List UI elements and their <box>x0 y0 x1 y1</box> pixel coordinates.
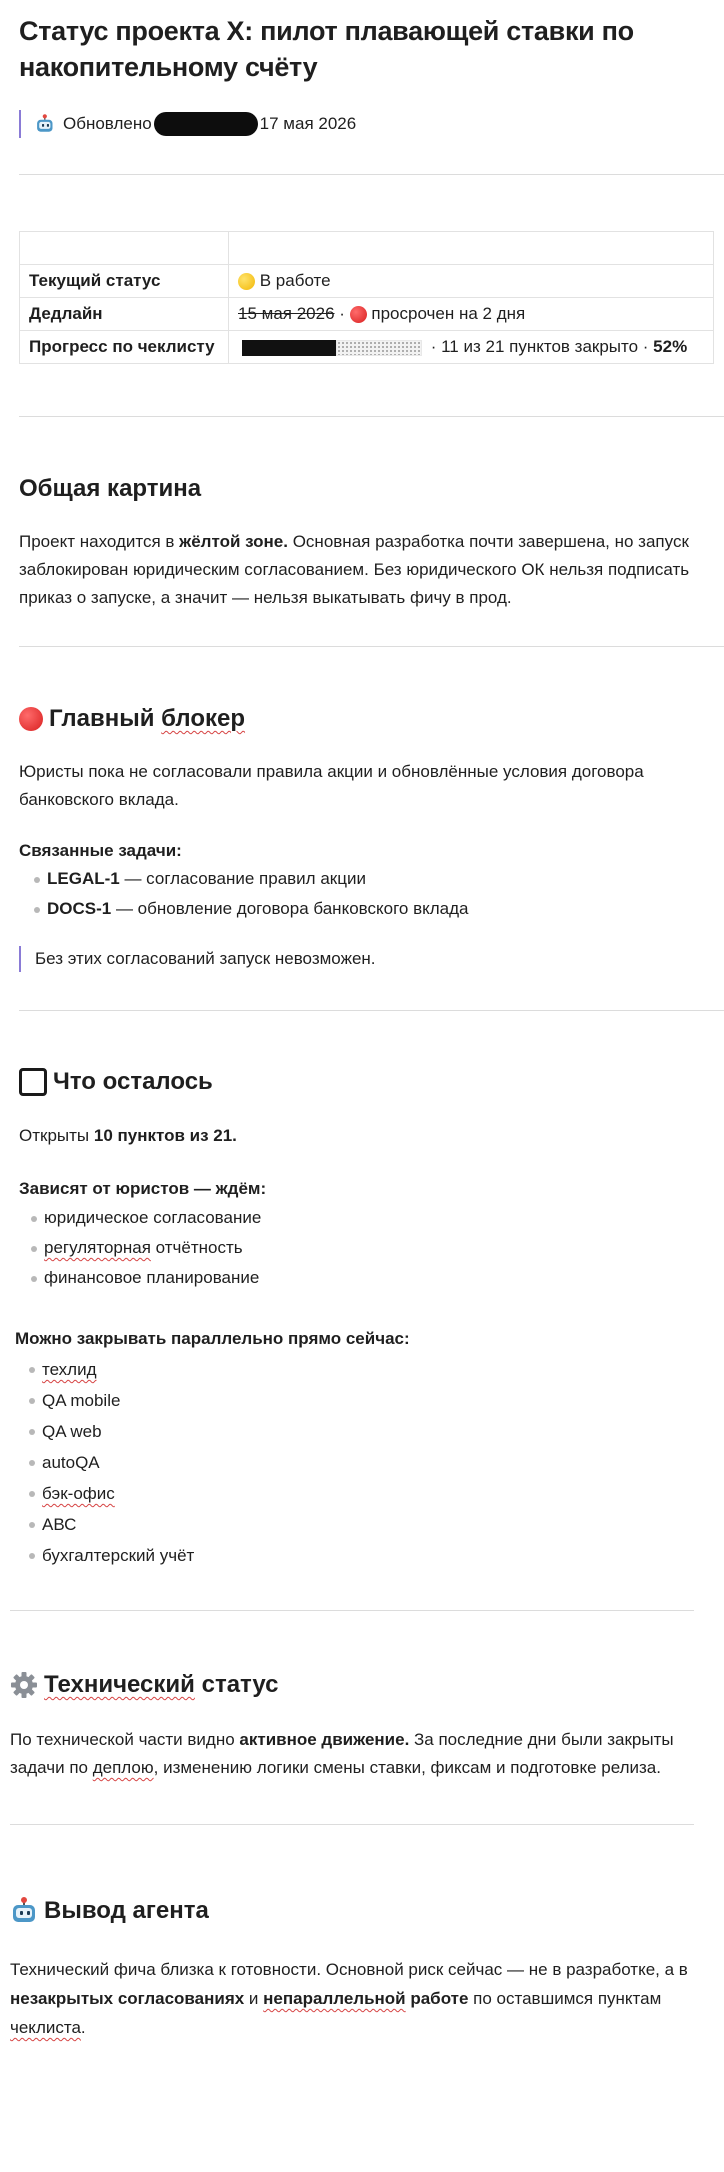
yellow-circle-icon <box>238 273 255 290</box>
list-item: autoQA <box>20 1447 620 1478</box>
divider <box>19 1010 724 1011</box>
legal-label: Зависят от юристов — ждём: <box>19 1179 267 1198</box>
list-item: техлид <box>20 1354 620 1385</box>
blocker-heading: Главный блокер <box>19 704 245 734</box>
parallel-label: Можно закрывать параллельно прямо сейчас: <box>15 1329 410 1348</box>
list-item: финансовое планирование <box>22 1263 622 1293</box>
table-row <box>20 232 714 265</box>
overview-heading: Общая картина <box>19 475 202 502</box>
list-item: регуляторная отчётность <box>22 1233 622 1263</box>
list-item: QA mobile <box>20 1385 620 1416</box>
tech-paragraph: По технической части видно активное движение. За последние дни были закрыты задачи по деплою, изменению логики смены ставки, фиксам и подготовке релиза. <box>10 1730 674 1777</box>
agent-heading: Вывод агента <box>10 1896 209 1926</box>
status-key: Текущий статус <box>20 265 229 298</box>
table-row <box>20 265 714 298</box>
deadline-date: 15 мая 2026 <box>238 304 335 323</box>
blocker-text: Юристы пока не согласовали правила акции и обновлённые условия договора банковского вклада. <box>19 762 644 809</box>
progress-key: Прогресс по чеклисту <box>20 331 229 364</box>
divider <box>19 646 724 647</box>
agent-paragraph: Технический фича близка к готовности. Основной риск сейчас — не в разработке, а в незакрытых согласованиях и непараллельной работе по оставшимся пунктам чеклиста. <box>10 1960 688 2037</box>
divider <box>19 416 724 417</box>
checkbox-icon <box>19 1068 47 1096</box>
blocker-note: Без этих согласований запуск невозможен. <box>19 946 376 972</box>
overdue-text: просрочен на 2 дня <box>371 304 526 323</box>
updated-callout <box>19 110 356 138</box>
list-item: бэк-офис <box>20 1478 620 1509</box>
updated-prefix: Обновлено <box>63 114 152 133</box>
divider <box>10 1610 694 1611</box>
status-value: В работе <box>229 265 714 298</box>
status-table <box>19 231 714 364</box>
remaining-heading: Что осталось <box>19 1067 213 1097</box>
progress-bar-rest <box>336 340 422 356</box>
red-circle-icon <box>350 306 367 323</box>
updated-date: 17 мая 2026 <box>259 114 357 133</box>
robot-icon <box>10 1897 38 1925</box>
list-item: бухгалтерский учёт <box>20 1540 620 1571</box>
deadline-value: 15 мая 2026 · просрочен на 2 дня <box>229 298 714 331</box>
progress-value: · 11 из 21 пунктов закрыто · 52% <box>229 331 714 364</box>
table-row <box>20 331 714 364</box>
redacted-author <box>154 112 258 136</box>
open-count: Открыты 10 пунктов из 21. <box>19 1126 237 1145</box>
progress-bar-fill <box>242 340 336 356</box>
tasks-label: Связанные задачи: <box>19 841 182 860</box>
deadline-key: Дедлайн <box>20 298 229 331</box>
page-title: Статус проекта X: пилот плавающей ставки по накопительному счёту <box>19 16 634 82</box>
tasks-list <box>25 864 625 924</box>
list-item: LEGAL-1 — согласование правил акции <box>25 864 625 894</box>
list-item: юридическое согласование <box>22 1203 622 1233</box>
tech-heading: Технический статус <box>10 1670 279 1700</box>
parallel-list <box>20 1354 620 1571</box>
list-item: АВС <box>20 1509 620 1540</box>
overview-paragraph: Проект находится в жёлтой зоне. Основная разработка почти завершена, но запуск заблокирован юридическим согласованием. Без юридического ОК нельзя подписать приказ о запуске, а значит — нельзя выкатывать фичу в прод. <box>19 532 690 607</box>
robot-icon <box>35 114 55 134</box>
red-circle-icon <box>19 707 43 731</box>
gear-icon <box>10 1671 38 1699</box>
progress-percent: 52% <box>653 337 688 356</box>
table-row <box>20 298 714 331</box>
progress-bar <box>242 337 422 357</box>
divider <box>10 1824 694 1825</box>
divider <box>19 174 724 175</box>
legal-list <box>22 1203 622 1293</box>
list-item: DOCS-1 — обновление договора банковского вклада <box>25 894 625 924</box>
list-item: QA web <box>20 1416 620 1447</box>
